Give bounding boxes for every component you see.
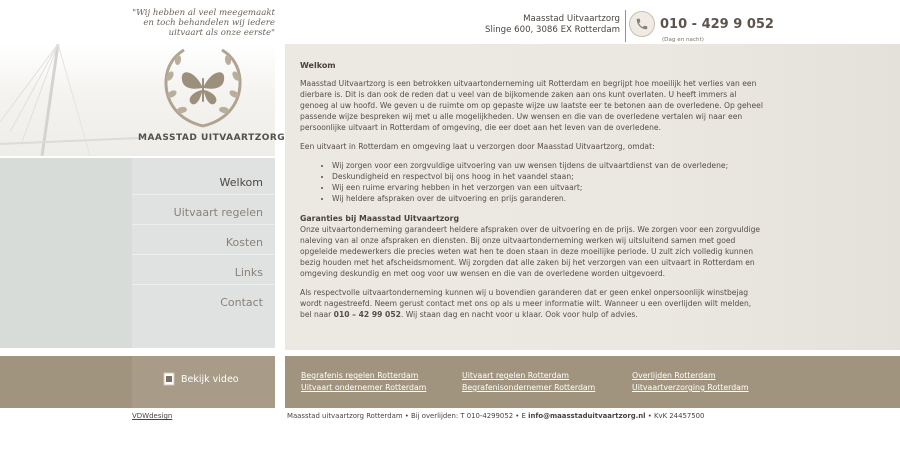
nav-item-welkom[interactable]: Welkom (132, 165, 275, 195)
footer-link-column (632, 370, 749, 394)
footer-link[interactable]: Uitvaart regelen Rotterdam (462, 371, 569, 380)
footer-email-link[interactable]: info@maasstaduitvaartzorg.nl (528, 412, 646, 420)
header-divider (625, 10, 626, 42)
slogan-line: uitvaart als onze eerste" (168, 28, 275, 38)
video-button-label: Bekijk video (181, 373, 239, 385)
footer-link[interactable]: Uitvaartverzorging Rotterdam (632, 383, 749, 392)
list-item: • Wij een ruime ervaring hebben in het verzorgen van een uitvaart; (332, 182, 765, 193)
slogan (130, 8, 275, 38)
footer-link[interactable]: Uitvaart ondernemer Rotterdam (301, 383, 427, 392)
phone-number: 010 - 429 9 052 (660, 17, 774, 32)
footer-link[interactable]: Begrafenisondernemer Rotterdam (462, 383, 596, 392)
list-item: • Wij zorgen voor een zorgvuldige uitvoering van uw wensen tijdens de uitvaartdienst van de overledene; (332, 160, 765, 171)
logo[interactable] (160, 46, 246, 134)
nav-item-kosten[interactable]: Kosten (132, 225, 275, 255)
company-address (470, 14, 620, 36)
list-item: • Deskundigheid en respectvol bij ons hoog in het vaandel staan; (332, 171, 765, 182)
video-file-icon (163, 372, 175, 386)
phone-note: (Dag en nacht) (662, 37, 704, 43)
nav-item-contact[interactable]: Contact (220, 296, 263, 309)
reason-intro: Een uitvaart in Rotterdam en omgeving laat u verzorgen door Maasstad Uitvaartzorg, omdat: (300, 142, 655, 151)
contact-text-b: . Wij staan dag en nacht voor u klaar. Ook voor hulp of advies. (400, 310, 638, 319)
guarantee-heading: Garanties bij Maasstad Uitvaartzorg (300, 214, 460, 223)
video-button[interactable] (163, 372, 239, 386)
main-content (285, 44, 900, 350)
footer-text-a: Maasstad uitvaartzorg Rotterdam • Bij overlijden: T 010-4299052 • E (287, 412, 529, 420)
guarantee-paragraph: Onze uitvaartonderneming garandeert heldere afspraken over de uitvoering en de prijs. We zorgen voor een zorgvuldige naleving van al onze afspraken en diensten. Bij onze uitvaartonderneming werken wij uitsluitend samen met goed opgeleide medewerkers die precies weten wat hen te doen staan in deze moeilijke periode. U zult zich volledig kunnen bezig houden met het afscheidsmoment. Wij zorgden dat alle zaken bij het verzorgen van een uitvaart in Rotterdam en omgeving deskundig en met oog voor uw wensen en die van de overledene worden uitgevoerd. (300, 225, 761, 278)
footer-link[interactable]: Begrafenis regelen Rotterdam (301, 371, 419, 380)
bridge-illustration (0, 44, 140, 156)
footer-links-band (285, 356, 900, 408)
phone-icon (629, 11, 655, 37)
contact-paragraph (300, 287, 765, 320)
footer-link-column (462, 370, 595, 394)
company-name: Maasstad Uitvaartzorg (523, 14, 620, 24)
slogan-line: "Wij hebben al veel meegemaakt (132, 8, 275, 18)
intro-paragraph: Maasstad Uitvaartzorg is een betrokken uitvaartonderneming uit Rotterdam en begrijpt hoe moeilijk het verlies van een dierbare is. Dit is dan ook de reden dat u veel van de bijkomende zaken aan ons kunt overlaten. U heeft immers al genoeg al uw hoofd. We geven u de ruimte om op gepaste wijze uw laatste eer te betonen aan de overledene. Op geheel passende wijze bespreken wij met u alle mogelijkheden. Uw wensen en die van de overledene vertalen wij naar een persoonlijke uitvaart in Rotterdam of omgeving, die eer doet aan het leven van de overledene. (300, 79, 763, 132)
nav-item-uitvaart-regelen[interactable]: Uitvaart regelen (132, 195, 275, 225)
slogan-line: en toch behandelen wij iedere (143, 18, 275, 28)
logo-text: MAASSTAD UITVAARTZORG (138, 133, 286, 143)
contact-phone: 010 – 42 99 052 (333, 310, 401, 319)
footer-text-b: • KvK 24457500 (645, 412, 705, 420)
nav-item-links[interactable]: Links (132, 255, 275, 285)
contact-text-a: Als respectvolle uitvaartonderneming kunnen wij u bovendien garanderen dat er geen enkel onpersoonlijk winstbejag wordt nagestreefd. Neem gerust contact met ons op als u meer informatie wilt. Wanneer u een overlijden wilt melden, bel naar (300, 288, 752, 319)
designer-credit-link[interactable]: VDWdesign (132, 412, 173, 420)
footer-link-column (301, 370, 426, 394)
street-address: Slinge 600, 3086 EX Rotterdam (484, 25, 620, 35)
reasons-list (332, 160, 765, 204)
butterfly-wreath-icon (160, 46, 246, 130)
page-title: Welkom (300, 61, 336, 70)
footer-link[interactable]: Overlijden Rotterdam (632, 371, 716, 380)
main-nav (132, 165, 275, 315)
list-item: • Wij heldere afspraken over de uitvoering en prijs garanderen. (332, 193, 765, 204)
footer-contact-line (287, 412, 704, 420)
